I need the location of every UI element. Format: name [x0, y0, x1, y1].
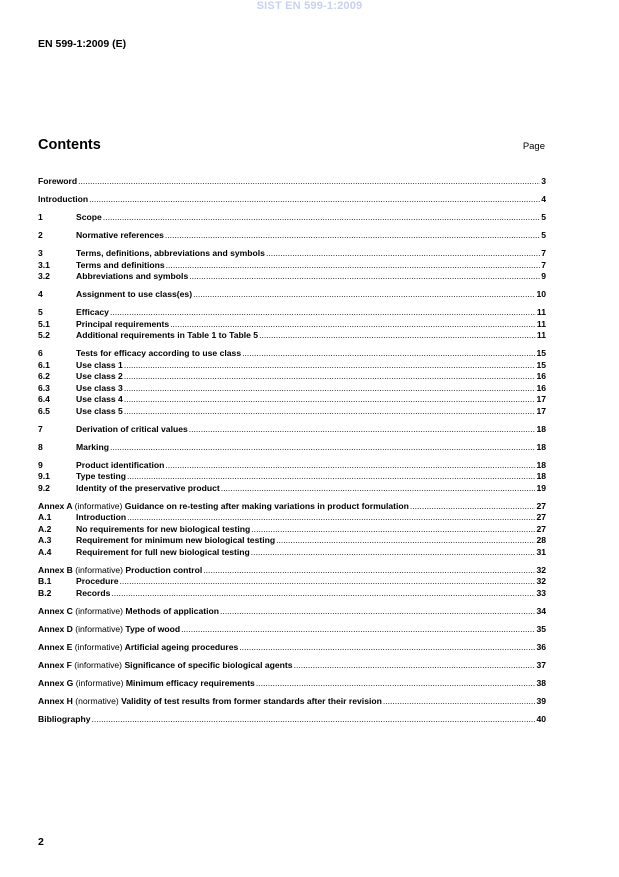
toc-entry-title [38, 642, 238, 652]
toc-annex-kind: (informative) [75, 605, 124, 616]
toc-entry-title: Use class 1 [76, 359, 123, 370]
toc-annex-title: Methods of application [125, 605, 219, 616]
toc-entry[interactable] [38, 588, 546, 600]
toc-entry-title: Terms and definitions [76, 259, 165, 270]
toc-entry[interactable] [38, 212, 546, 224]
toc-page-number: 17 [536, 405, 546, 416]
toc-entry[interactable] [38, 271, 546, 283]
toc-entry[interactable] [38, 248, 546, 260]
toc-annex-label: Annex G [38, 677, 74, 688]
toc-page-number: 9 [541, 271, 546, 281]
toc-entry-title: Introduction [38, 194, 89, 204]
toc-entry-number: 8 [38, 441, 43, 452]
toc-annex-label: Annex B [38, 564, 73, 575]
toc-entry-title: Additional requirements in Table 1 to Table 5 [76, 330, 259, 340]
toc-leader-dots [276, 535, 535, 545]
toc-entry-number: 6.5 [38, 405, 50, 416]
toc-annex-label: Annex E [38, 641, 73, 652]
toc-entry[interactable] [38, 330, 546, 342]
toc-entry-title [38, 660, 293, 670]
toc-entry-number: A.1 [38, 512, 52, 522]
toc-leader-dots [410, 501, 536, 511]
toc-annex-kind: (normative) [75, 695, 119, 706]
toc-entry-title: Bibliography [38, 713, 91, 724]
toc-entry-title: Tests for efficacy according to use class [76, 348, 242, 358]
toc-page-number: 18 [536, 471, 546, 481]
toc-entry[interactable] [38, 394, 546, 406]
toc-entry[interactable] [38, 424, 546, 436]
toc-entry-title [38, 565, 202, 575]
toc-entry[interactable] [38, 194, 546, 206]
toc-entry-title: Scope [76, 212, 102, 222]
toc-entry-number: 6.1 [38, 359, 50, 370]
toc-leader-dots [181, 624, 535, 634]
toc-page-number: 4 [541, 194, 546, 204]
toc-entry-number: 6.2 [38, 371, 50, 381]
toc-entry-title: No requirements for new biological testing [76, 523, 251, 534]
toc-entry[interactable] [38, 606, 546, 618]
toc-entry[interactable] [38, 360, 546, 372]
toc-entry-number: B.1 [38, 576, 52, 586]
toc-entry-title: Requirement for minimum new biological testing [76, 535, 276, 545]
toc-entry[interactable] [38, 512, 546, 524]
toc-entry-number: 3 [38, 248, 43, 258]
toc-entry-number: 6.3 [38, 382, 50, 393]
table-of-contents [38, 176, 546, 725]
toc-entry[interactable] [38, 406, 546, 418]
toc-entry-number: 6.4 [38, 394, 50, 404]
toc-entry-title: Marking [76, 441, 109, 452]
toc-entry[interactable] [38, 319, 546, 331]
toc-entry-title: Use class 4 [76, 394, 123, 404]
toc-page-number: 33 [536, 587, 546, 598]
toc-page-number: 7 [541, 248, 546, 258]
toc-entry[interactable] [38, 371, 546, 383]
toc-leader-dots [220, 606, 535, 616]
toc-annex-title: Artificial ageing procedures [124, 641, 239, 652]
toc-entry-number: 3.1 [38, 259, 50, 270]
toc-page-number: 19 [536, 482, 546, 493]
toc-annex-kind: (informative) [74, 641, 123, 652]
toc-leader-dots [111, 588, 535, 598]
toc-annex-kind: (informative) [75, 677, 124, 688]
toc-entry-title [38, 606, 219, 616]
toc-entry-number: A.4 [38, 546, 52, 557]
toc-entry[interactable] [38, 348, 546, 360]
toc-leader-dots [103, 212, 540, 222]
toc-entry[interactable] [38, 460, 546, 472]
toc-entry-title: Product identification [76, 459, 165, 470]
toc-leader-dots [124, 383, 536, 393]
toc-entry[interactable] [38, 501, 546, 513]
toc-annex-label: Annex A [38, 500, 73, 511]
toc-page-number: 28 [536, 535, 546, 545]
toc-entry-number: 2 [38, 230, 43, 240]
toc-leader-dots [170, 319, 536, 329]
toc-entry[interactable] [38, 442, 546, 454]
toc-entry-title: Normative references [76, 230, 164, 240]
toc-entry-title: Type testing [76, 471, 126, 481]
toc-leader-dots [259, 330, 536, 340]
document-id: EN 599-1:2009 (E) [38, 38, 127, 50]
toc-annex-kind: (informative) [75, 623, 124, 634]
toc-annex-kind: (informative) [74, 659, 123, 670]
toc-entry-number: A.2 [38, 523, 52, 534]
toc-entry[interactable] [38, 660, 546, 672]
toc-page-number: 39 [536, 695, 546, 706]
page-number: 2 [38, 836, 44, 848]
toc-leader-dots [251, 524, 535, 534]
toc-entry-title: Terms, definitions, abbreviations and symbols [76, 248, 265, 258]
toc-page-number: 11 [536, 318, 546, 329]
toc-page-number: 16 [536, 382, 546, 393]
toc-entry-title: Use class 5 [76, 405, 123, 416]
toc-entry-number: B.2 [38, 587, 52, 598]
toc-leader-dots [110, 442, 535, 452]
toc-page-number: 27 [536, 523, 546, 534]
toc-leader-dots [266, 248, 540, 258]
toc-page-number: 35 [536, 623, 546, 634]
toc-page-number: 36 [536, 641, 546, 652]
toc-leader-dots [120, 576, 536, 586]
watermark: SIST EN 599-1:2009 [256, 0, 363, 12]
toc-entry-number: 9.2 [38, 482, 50, 493]
toc-annex-title: Type of wood [125, 623, 181, 634]
toc-page-number: 15 [536, 359, 546, 370]
toc-entry-title: Use class 2 [76, 371, 123, 381]
toc-entry-number: 9.1 [38, 471, 50, 481]
toc-page-number: 40 [536, 713, 546, 724]
toc-leader-dots [189, 424, 536, 434]
toc-annex-title: Minimum efficacy requirements [125, 677, 255, 688]
toc-page-number: 11 [536, 330, 546, 340]
toc-entry-number: 5.2 [38, 330, 50, 340]
toc-entry-number: 1 [38, 212, 43, 222]
toc-page-number: 18 [536, 441, 546, 452]
toc-entry-title: Use class 3 [76, 382, 123, 393]
toc-leader-dots [166, 260, 541, 270]
toc-leader-dots [92, 714, 536, 724]
toc-leader-dots [124, 371, 536, 381]
contents-title: Contents [38, 137, 101, 153]
toc-entry[interactable] [38, 260, 546, 272]
toc-entry[interactable] [38, 289, 546, 301]
toc-page-number: 11 [536, 307, 546, 317]
toc-page-number: 18 [536, 459, 546, 470]
toc-page-number: 27 [536, 512, 546, 522]
toc-entry-number: 5.1 [38, 318, 50, 329]
toc-entry[interactable] [38, 383, 546, 395]
toc-leader-dots [256, 678, 536, 688]
toc-page-number: 32 [536, 576, 546, 586]
toc-annex-title: Significance of specific biological agents [124, 659, 293, 670]
toc-entry-title: Abbreviations and symbols [76, 271, 189, 281]
toc-entry-number: 3.2 [38, 271, 50, 281]
toc-annex-label: Annex F [38, 659, 72, 670]
page-column-label: Page [522, 141, 545, 152]
toc-leader-dots [189, 271, 540, 281]
toc-leader-dots [294, 660, 536, 670]
toc-leader-dots [203, 565, 535, 575]
toc-page-number: 5 [541, 230, 546, 240]
toc-entry[interactable] [38, 307, 546, 319]
toc-entry[interactable] [38, 230, 546, 242]
toc-entry[interactable] [38, 642, 546, 654]
toc-page-number: 32 [536, 564, 546, 575]
toc-page-number: 10 [536, 289, 546, 299]
toc-page-number: 27 [536, 500, 546, 511]
toc-annex-kind: (informative) [75, 564, 124, 575]
toc-entry-title: Efficacy [76, 307, 109, 317]
toc-entry-title: Assignment to use class(es) [76, 289, 193, 299]
toc-leader-dots [383, 696, 536, 706]
toc-leader-dots [221, 483, 536, 493]
toc-entry[interactable] [38, 565, 546, 577]
toc-entry-title: Introduction [76, 512, 127, 522]
toc-annex-label: Annex D [38, 623, 73, 634]
toc-entry-number: 5 [38, 307, 43, 317]
toc-leader-dots [124, 406, 536, 416]
toc-leader-dots [242, 348, 535, 358]
toc-leader-dots [127, 512, 535, 522]
toc-page-number: 17 [536, 394, 546, 404]
toc-entry-title [38, 624, 180, 634]
toc-annex-label: Annex C [38, 605, 73, 616]
toc-page-number: 18 [536, 423, 546, 434]
toc-page-number: 37 [536, 659, 546, 670]
toc-entry-title [38, 501, 409, 511]
toc-entry-title: Foreword [38, 176, 78, 186]
toc-leader-dots [78, 176, 540, 186]
toc-page-number: 16 [536, 371, 546, 381]
toc-leader-dots [165, 230, 540, 240]
toc-entry-title: Identity of the preservative product [76, 482, 220, 493]
toc-page-number: 15 [536, 348, 546, 358]
toc-annex-title: Production control [125, 564, 203, 575]
toc-page-number: 7 [541, 259, 546, 270]
toc-entry-title [38, 696, 382, 706]
toc-annex-label: Annex H [38, 695, 73, 706]
toc-leader-dots [165, 460, 535, 470]
toc-page-number: 5 [541, 212, 546, 222]
toc-entry[interactable] [38, 696, 546, 708]
toc-leader-dots [251, 547, 536, 557]
toc-page-number: 38 [536, 677, 546, 688]
toc-entry-title: Principal requirements [76, 318, 170, 329]
toc-annex-kind: (informative) [74, 500, 123, 511]
toc-entry[interactable] [38, 471, 546, 483]
toc-leader-dots [239, 642, 535, 652]
toc-entry-number: 7 [38, 423, 43, 434]
toc-entry-title: Procedure [76, 576, 119, 586]
toc-leader-dots [124, 360, 536, 370]
toc-leader-dots [110, 307, 536, 317]
toc-entry-title: Requirement for full new biological testing [76, 546, 250, 557]
toc-annex-title: Validity of test results from former standards after their revision [121, 695, 382, 706]
toc-entry-number: 6 [38, 348, 43, 358]
toc-page-number: 31 [536, 546, 546, 557]
toc-entry-title: Records [76, 587, 111, 598]
toc-entry-title [38, 678, 255, 688]
toc-entry[interactable] [38, 547, 546, 559]
toc-entry[interactable] [38, 483, 546, 495]
toc-leader-dots [89, 194, 540, 204]
toc-page-number: 3 [541, 176, 546, 186]
toc-annex-title: Guidance on re-testing after making variations in product formulation [124, 500, 409, 511]
toc-page-number: 34 [536, 605, 546, 616]
toc-entry[interactable] [38, 535, 546, 547]
toc-entry[interactable] [38, 678, 546, 690]
toc-entry-title: Derivation of critical values [76, 423, 188, 434]
toc-entry-number: A.3 [38, 535, 52, 545]
toc-entry[interactable] [38, 576, 546, 588]
toc-entry[interactable] [38, 714, 546, 726]
toc-leader-dots [127, 471, 535, 481]
toc-entry[interactable] [38, 624, 546, 636]
toc-entry-number: 4 [38, 289, 43, 299]
toc-leader-dots [124, 394, 536, 404]
toc-leader-dots [193, 289, 535, 299]
toc-entry-number: 9 [38, 459, 43, 470]
toc-entry[interactable] [38, 176, 546, 188]
toc-entry[interactable] [38, 524, 546, 536]
